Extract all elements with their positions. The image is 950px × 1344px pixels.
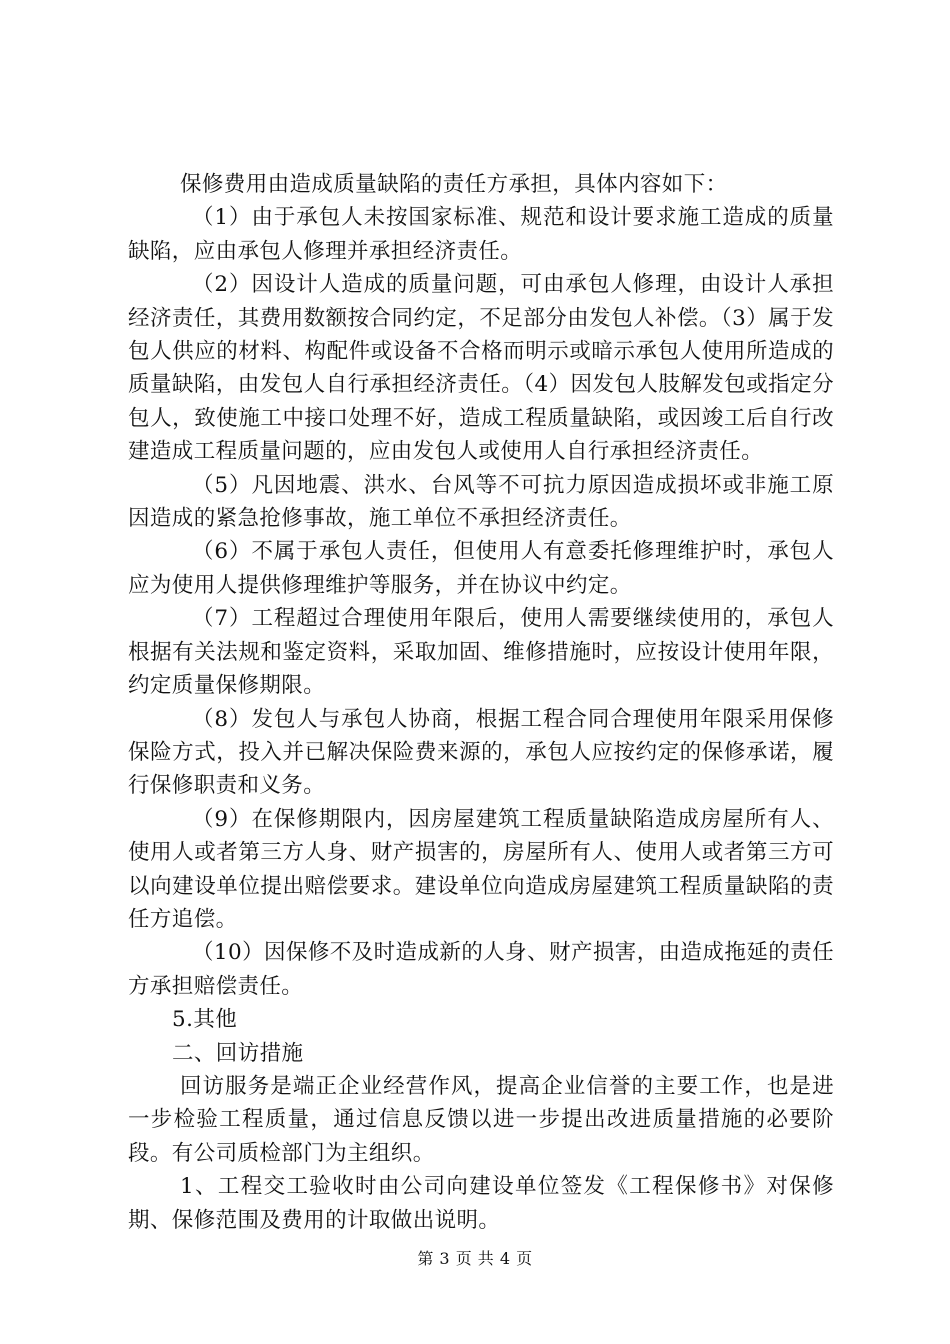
paragraph-item-1: （1）由于承包人未按国家标准、规范和设计要求施工造成的质量缺陷，应由承包人修理并承担经济责任。: [128, 205, 834, 264]
paragraph-item-7: （7）工程超过合理使用年限后，使用人需要继续使用的，承包人根据有关法规和鉴定资料，采取加固、维修措施时，应按设计使用年限，约定质量保修期限。: [128, 606, 834, 699]
paragraph-item-9: （9）在保修期限内，因房屋建筑工程质量缺陷造成房屋所有人、使用人或者第三方人身、财产损害的，房屋所有人、使用人或者第三方可以向建设单位提出赔偿要求。建设单位向造成房屋建筑工程质量缺陷的责任方追偿。: [128, 806, 834, 932]
paragraph-item-10: （10）因保修不及时造成新的人身、财产损害，由造成拖延的责任方承担赔偿责任。: [128, 940, 834, 999]
paragraph-return-visit-1: 1、工程交工验收时由公司向建设单位签发《工程保修书》对保修期、保修范围及费用的计取做出说明。: [128, 1174, 834, 1233]
paragraph-item-6: （6）不属于承包人责任，但使用人有意委托修理维护时，承包人应为使用人提供修理维护等服务，并在协议中约定。: [128, 539, 834, 598]
paragraph-item-8: （8）发包人与承包人协商，根据工程合同合理使用年限采用保修保险方式，投入并已解决保险费来源的，承包人应按约定的保修承诺，履行保修职责和义务。: [128, 706, 834, 799]
document-body: [128, 168, 834, 1237]
paragraph-item-2-3-4: （2）因设计人造成的质量问题，可由承包人修理，由设计人承担经济责任，其费用数额按合同约定，不足部分由发包人补偿。（3）属于发包人供应的材料、构配件或设备不合格而明示或暗示承包人使用所造成的质量缺陷，由发包人自行承担经济责任。（4）因发包人肢解发包或指定分包人，致使施工中接口处理不好，造成工程质量缺陷，或因竣工后自行改建造成工程质量问题的，应由发包人或使用人自行承担经济责任。: [128, 272, 834, 465]
page-number-footer: 第 3 页 共 4 页: [417, 1249, 533, 1268]
paragraph-return-visit: 回访服务是端正企业经营作风，提高企业信誉的主要工作，也是进一步检验工程质量，通过信息反馈以进一步提出改进质量措施的必要阶段。有公司质检部门为主组织。: [128, 1073, 834, 1166]
section-heading-return-visit: 二、回访措施: [172, 1040, 304, 1066]
paragraph-intro: 保修费用由造成质量缺陷的责任方承担，具体内容如下：: [180, 172, 728, 197]
paragraph-item-5: （5）凡因地震、洪水、台风等不可抗力原因造成损坏或非施工原因造成的紧急抢修事故，施工单位不承担经济责任。: [128, 472, 834, 532]
section-heading-other: 5.其他: [172, 1007, 238, 1033]
